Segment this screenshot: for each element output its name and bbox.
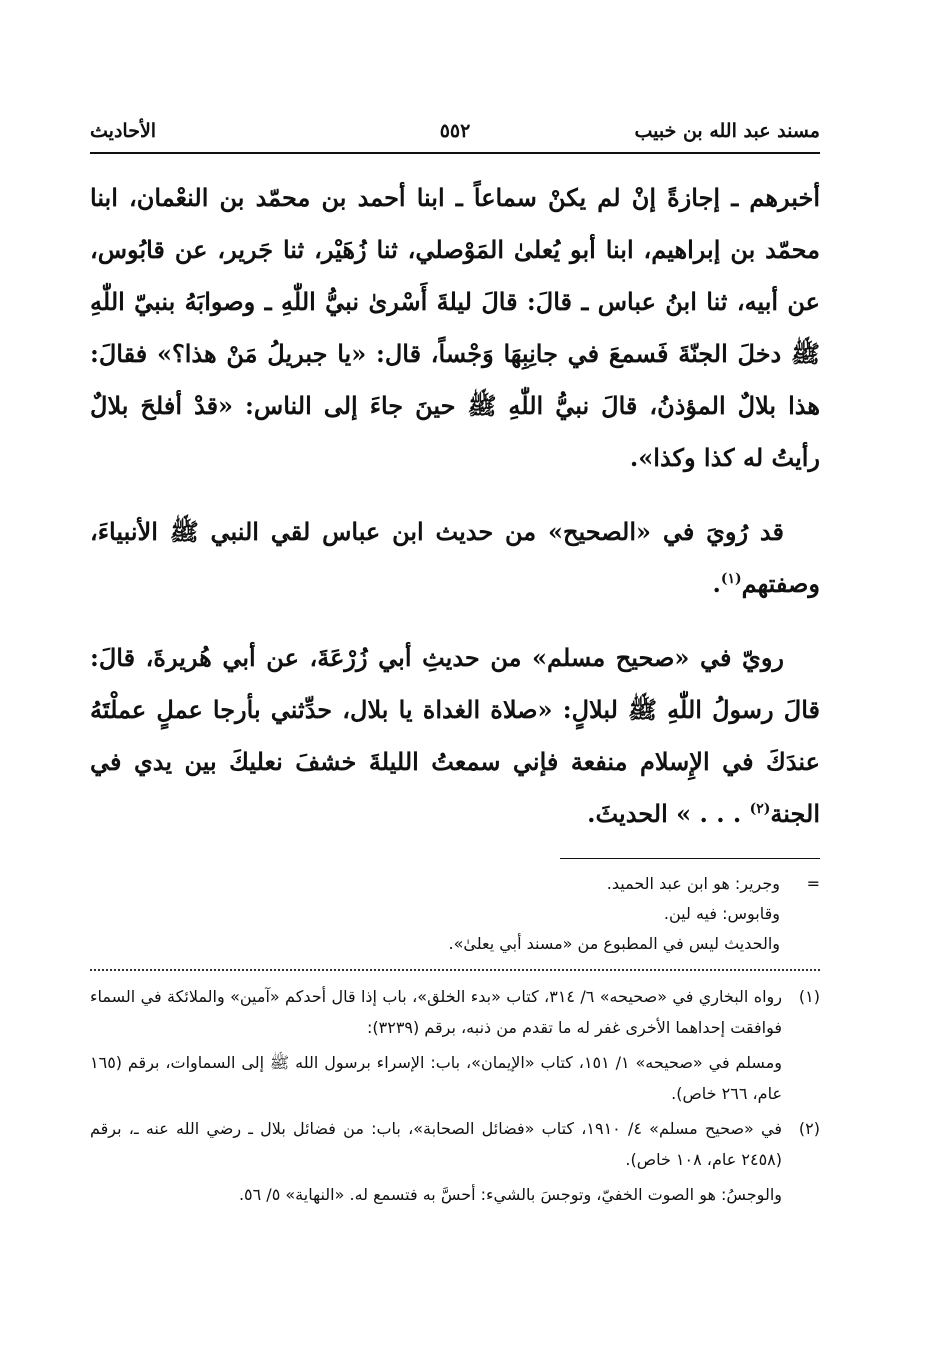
paragraph-end: . [712, 569, 721, 598]
continuation-marker: = [806, 874, 820, 893]
footnote-number: (٢) [798, 1119, 820, 1138]
dotted-separator [90, 969, 820, 971]
book-title: مسند عبد الله بن خبيب [634, 120, 820, 142]
page-number: ٥٥٢ [439, 120, 471, 142]
paragraph-end: . . . » الحديثَ. [587, 799, 750, 828]
continued-notes [90, 869, 820, 959]
note-line: وقابوس: فيه لين. [663, 904, 780, 923]
footnote-1-continuation: ومسلم في «صحيحه» ١/ ١٥١، كتاب «الإيمان»، باب: الإسراء برسول الله ﷺ إلى السماوات، برقم (١٦٥ عام، ٢٦٦ خاص). [90, 1053, 782, 1103]
paragraph-text: رويّ في «صحيح مسلم» من حديثِ أبي زُرْعَةَ، عن أبي هُريرةَ، قالَ: قالَ رسولُ اللّٰهِ ﷺ لبلالٍ: «صلاة الغداة يا بلال، حدِّثني بأرجا عملٍ عملْتَهُ عندَكَ في الإِسلام منفعة فإني سمعتُ الليلةَ خشفَ نعليكَ بين يدي في الجنة [90, 643, 820, 828]
paragraph-muslim-reference [90, 632, 820, 840]
book-page [90, 112, 820, 1312]
page-header [90, 112, 820, 154]
footnote-2-continuation: والوجسُ: هو الصوت الخفيّ، وتوجسَ بالشيء: أحسَّ به فتسمع له. «النهاية» ٥/ ٥٦. [238, 1185, 782, 1204]
paragraph-sahih-reference [90, 506, 820, 610]
footnote-number: (١) [798, 987, 820, 1006]
footnote-text: رواه البخاري في «صحيحه» ٦/ ٣١٤، كتاب «بدء الخلق»، باب إذا قال أحدكم «آمين» والملائكة في السماء فوافقت إحداهما الأخرى غفر له ما تقدم من ذنبه، برقم (٣٢٣٩): [90, 987, 783, 1037]
footnote-ref-2: (٢) [749, 801, 771, 817]
main-text [90, 172, 820, 840]
footnote-text: في «صحيح مسلم» ٤/ ١٩١٠، كتاب «فضائل الصحابة»، باب: من فضائل بلال ـ رضي الله عنه ـ، برقم (٢٤٥٨ عام، ١٠٨ خاص). [90, 1119, 783, 1169]
note-line: وجرير: هو ابن عبد الحميد. [606, 874, 780, 893]
footnotes [90, 981, 820, 1210]
footnote-separator [560, 858, 820, 859]
footnote-ref-1: (١) [720, 571, 742, 587]
section-title: الأحاديث [90, 120, 157, 142]
footnote-2 [90, 1113, 820, 1175]
footnote-1 [90, 981, 820, 1043]
paragraph-hadith-chain: أخبرهم ـ إجازةً إنْ لم يكنْ سماعاً ـ ابنا أحمد بن محمّد بن النعْمان، ابنا محمّد بن إبراهيم، ابنا أبو يُعلىٰ المَوْصلي، ثنا زُهَيْر، ثنا جَرير، عن قابُوس، عن أبيه، ثنا ابنُ عباس ـ قالَ: قالَ ليلةَ أَسْرىٰ نبيُّ اللّٰهِ ـ وصوابَهُ بنبيّ اللّٰهِ ﷺ دخلَ الجنّةَ فَسمعَ في جانِبِهَا وَجْساً، قال: «يا جبريلُ مَنْ هذا؟» فقالَ: هذا بلالٌ المؤذنُ، قالَ نبيُّ اللّٰهِ ﷺ حينَ جاءَ إلى الناس: «قدْ أفلحَ بلالٌ رأيتُ له كذا وكذا». [90, 183, 820, 472]
note-line: والحديث ليس في المطبوع من «مسند أبي يعلىٰ». [448, 934, 780, 953]
paragraph-text: قد رُويَ في «الصحيح» من حديث ابن عباس لقي النبي ﷺ الأنبياءَ، وصفتهم [90, 517, 820, 598]
